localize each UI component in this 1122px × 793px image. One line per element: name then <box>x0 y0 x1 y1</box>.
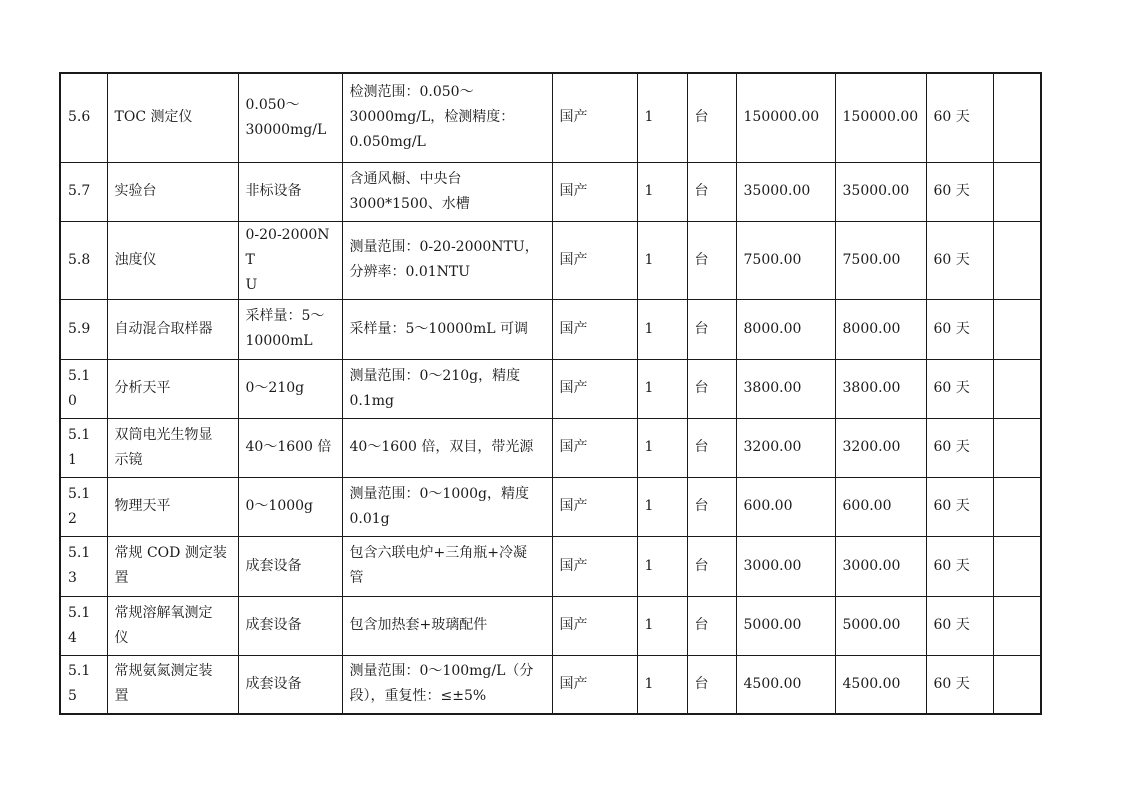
item-number-line: 3 <box>68 570 77 586</box>
item-unit-cell: 台 <box>687 73 736 162</box>
item-number-cell <box>60 73 107 162</box>
item-quantity-cell: 1 <box>637 162 687 221</box>
item-unit-cell: 台 <box>687 162 736 221</box>
item-spec-cell <box>238 655 342 714</box>
item-number-line: 4 <box>68 629 77 646</box>
item-quantity-cell: 1 <box>637 418 687 477</box>
item-delivery-cell: 60 天 <box>926 536 993 596</box>
item-name-line: 置 <box>114 688 129 705</box>
item-number-cell <box>60 359 107 418</box>
item-quantity-cell: 1 <box>637 655 687 714</box>
item-quantity-cell: 1 <box>637 477 687 536</box>
item-quantity-cell: 1 <box>637 536 687 596</box>
item-name-cell <box>107 73 238 162</box>
item-remark-cell <box>993 596 1041 655</box>
item-total-price-cell: 150000.00 <box>835 73 926 162</box>
item-total-price-cell: 35000.00 <box>835 162 926 221</box>
item-name-line: TOC 测定仪 <box>114 109 193 126</box>
item-spec-line: 成套设备 <box>245 675 302 692</box>
item-remark-cell <box>993 477 1041 536</box>
item-name-cell <box>107 655 238 714</box>
item-spec-line: 40～1600 倍 <box>245 439 332 455</box>
item-origin-cell: 国产 <box>552 359 637 418</box>
item-description-cell <box>342 162 552 221</box>
item-number-line: 5.1 <box>68 426 91 443</box>
table-row <box>60 73 1041 162</box>
item-number-line: 5.1 <box>68 604 91 621</box>
item-description-cell <box>342 221 552 299</box>
item-unit-cell: 台 <box>687 536 736 596</box>
item-name-cell <box>107 162 238 221</box>
item-origin-cell: 国产 <box>552 477 637 536</box>
item-unit-price-cell: 5000.00 <box>736 596 835 655</box>
item-total-price-cell: 3200.00 <box>835 418 926 477</box>
item-remark-cell <box>993 299 1041 359</box>
item-description-cell <box>342 536 552 596</box>
item-delivery-cell: 60 天 <box>926 299 993 359</box>
item-spec-cell <box>238 73 342 162</box>
table-row <box>60 536 1041 596</box>
item-description-line: 测量范围：0～100mg/L（分 <box>349 663 534 680</box>
item-total-price-cell: 3800.00 <box>835 359 926 418</box>
item-spec-cell <box>238 477 342 536</box>
item-description-line: 包含加热套+玻璃配件 <box>349 617 488 633</box>
item-spec-cell <box>238 221 342 299</box>
item-description-line: 3000*1500、水槽 <box>349 195 470 212</box>
item-name-line: 分析天平 <box>114 380 171 396</box>
item-quantity-cell: 1 <box>637 73 687 162</box>
item-number-line: 5.7 <box>68 183 91 199</box>
item-unit-cell: 台 <box>687 418 736 477</box>
item-spec-cell <box>238 418 342 477</box>
item-unit-price-cell: 7500.00 <box>736 221 835 299</box>
item-name-line: 常规氨氮测定装 <box>114 663 213 680</box>
item-origin-cell: 国产 <box>552 299 637 359</box>
item-number-line: 1 <box>68 451 77 468</box>
item-total-price-cell: 5000.00 <box>835 596 926 655</box>
item-spec-cell <box>238 162 342 221</box>
item-origin-cell: 国产 <box>552 73 637 162</box>
item-unit-price-cell: 600.00 <box>736 477 835 536</box>
item-spec-line: 0～210g <box>245 380 305 396</box>
item-spec-line: U <box>245 276 258 293</box>
item-number-cell <box>60 655 107 714</box>
item-number-line: 5.6 <box>68 109 91 126</box>
item-description-line: 0.1mg <box>349 392 395 409</box>
item-unit-price-cell: 3800.00 <box>736 359 835 418</box>
item-name-cell <box>107 359 238 418</box>
item-description-line: 采样量：5～10000mL 可调 <box>349 320 528 337</box>
item-spec-cell <box>238 596 342 655</box>
item-spec-line: 30000mg/L <box>245 121 327 138</box>
item-name-line: 实验台 <box>114 183 157 199</box>
item-total-price-cell: 4500.00 <box>835 655 926 714</box>
item-total-price-cell: 8000.00 <box>835 299 926 359</box>
item-description-line: 段），重复性：≤±5% <box>349 688 487 705</box>
item-unit-cell: 台 <box>687 299 736 359</box>
item-name-line: 物理天平 <box>114 498 171 514</box>
item-number-cell <box>60 162 107 221</box>
item-number-cell <box>60 418 107 477</box>
item-number-cell <box>60 221 107 299</box>
item-spec-line: 成套设备 <box>245 557 302 574</box>
item-name-line: 常规 COD 测定装 <box>114 545 227 561</box>
item-name-line: 自动混合取样器 <box>114 320 213 337</box>
item-number-cell <box>60 299 107 359</box>
item-name-line: 示镜 <box>114 451 143 468</box>
item-description-cell <box>342 299 552 359</box>
item-remark-cell <box>993 162 1041 221</box>
item-total-price-cell: 3000.00 <box>835 536 926 596</box>
item-description-cell <box>342 359 552 418</box>
item-name-line: 浊度仪 <box>114 251 157 268</box>
item-unit-cell: 台 <box>687 221 736 299</box>
item-delivery-cell: 60 天 <box>926 162 993 221</box>
item-description-cell <box>342 477 552 536</box>
item-quantity-cell: 1 <box>637 221 687 299</box>
item-description-line: 含通风橱、中央台 <box>349 170 462 187</box>
item-description-line: 测量范围：0-20-2000NTU， <box>349 239 539 255</box>
item-delivery-cell: 60 天 <box>926 418 993 477</box>
item-description-line: 30000mg/L，检测精度： <box>349 109 515 126</box>
item-unit-cell: 台 <box>687 655 736 714</box>
item-remark-cell <box>993 359 1041 418</box>
item-unit-price-cell: 4500.00 <box>736 655 835 714</box>
item-name-cell <box>107 536 238 596</box>
item-number-line: 5.1 <box>68 485 91 502</box>
item-delivery-cell: 60 天 <box>926 655 993 714</box>
item-origin-cell: 国产 <box>552 596 637 655</box>
item-unit-price-cell: 8000.00 <box>736 299 835 359</box>
item-quantity-cell: 1 <box>637 299 687 359</box>
item-description-cell <box>342 418 552 477</box>
item-name-cell <box>107 418 238 477</box>
item-unit-price-cell: 150000.00 <box>736 73 835 162</box>
item-remark-cell <box>993 655 1041 714</box>
table-row <box>60 596 1041 655</box>
item-description-line: 检测范围：0.050～ <box>349 84 474 101</box>
item-spec-line: 0.050～ <box>245 96 300 113</box>
item-number-cell <box>60 477 107 536</box>
table-row <box>60 299 1041 359</box>
item-name-line: 置 <box>114 570 129 586</box>
item-origin-cell: 国产 <box>552 221 637 299</box>
equipment-table <box>59 72 1042 715</box>
item-spec-line: 0-20-2000NT <box>245 226 330 268</box>
item-unit-price-cell: 3200.00 <box>736 418 835 477</box>
item-delivery-cell: 60 天 <box>926 221 993 299</box>
item-description-cell <box>342 596 552 655</box>
item-spec-line: 非标设备 <box>245 183 302 199</box>
item-origin-cell: 国产 <box>552 162 637 221</box>
table-row <box>60 162 1041 221</box>
item-remark-cell <box>993 221 1041 299</box>
item-unit-price-cell: 3000.00 <box>736 536 835 596</box>
item-spec-cell <box>238 359 342 418</box>
item-origin-cell: 国产 <box>552 536 637 596</box>
item-total-price-cell: 600.00 <box>835 477 926 536</box>
item-number-line: 0 <box>68 392 77 409</box>
item-unit-cell: 台 <box>687 596 736 655</box>
table-row <box>60 221 1041 299</box>
item-quantity-cell: 1 <box>637 596 687 655</box>
item-number-line: 5.1 <box>68 663 91 680</box>
item-quantity-cell: 1 <box>637 359 687 418</box>
item-origin-cell: 国产 <box>552 655 637 714</box>
item-remark-cell <box>993 73 1041 162</box>
item-spec-line: 采样量：5～ <box>245 308 325 324</box>
item-origin-cell: 国产 <box>552 418 637 477</box>
item-description-line: 包含六联电炉+三角瓶+冷凝 <box>349 545 527 561</box>
item-description-cell <box>342 655 552 714</box>
item-name-line: 常规溶解氧测定 <box>114 604 213 621</box>
item-remark-cell <box>993 536 1041 596</box>
item-number-line: 5.8 <box>68 251 91 268</box>
item-description-line: 管 <box>349 570 364 586</box>
item-unit-price-cell: 35000.00 <box>736 162 835 221</box>
item-number-line: 5.1 <box>68 545 91 561</box>
item-number-line: 5 <box>68 688 77 705</box>
item-spec-line: 10000mL <box>245 333 313 349</box>
item-number-cell <box>60 536 107 596</box>
item-description-cell <box>342 73 552 162</box>
item-number-line: 2 <box>68 510 77 527</box>
item-description-line: 分辨率：0.01NTU <box>349 264 471 280</box>
table-row <box>60 477 1041 536</box>
item-name-cell <box>107 477 238 536</box>
item-name-cell <box>107 299 238 359</box>
item-spec-cell <box>238 536 342 596</box>
table-row <box>60 418 1041 477</box>
item-delivery-cell: 60 天 <box>926 359 993 418</box>
item-spec-cell <box>238 299 342 359</box>
item-spec-line: 成套设备 <box>245 617 302 633</box>
item-number-line: 5.1 <box>68 367 91 384</box>
item-spec-line: 0～1000g <box>245 498 313 514</box>
table-row <box>60 655 1041 714</box>
item-total-price-cell: 7500.00 <box>835 221 926 299</box>
item-delivery-cell: 60 天 <box>926 73 993 162</box>
item-name-line: 仪 <box>114 629 129 646</box>
item-description-line: 0.01g <box>349 510 390 527</box>
item-delivery-cell: 60 天 <box>926 477 993 536</box>
item-description-line: 40～1600 倍，双目，带光源 <box>349 439 534 455</box>
item-number-cell <box>60 596 107 655</box>
item-description-line: 0.050mg/L <box>349 134 426 151</box>
item-unit-cell: 台 <box>687 477 736 536</box>
item-delivery-cell: 60 天 <box>926 596 993 655</box>
item-description-line: 测量范围：0～1000g，精度 <box>349 485 529 502</box>
item-unit-cell: 台 <box>687 359 736 418</box>
item-name-line: 双筒电光生物显 <box>114 426 213 443</box>
table-row <box>60 359 1041 418</box>
item-remark-cell <box>993 418 1041 477</box>
item-description-line: 测量范围：0～210g，精度 <box>349 367 521 384</box>
item-number-line: 5.9 <box>68 320 91 337</box>
item-name-cell <box>107 221 238 299</box>
item-name-cell <box>107 596 238 655</box>
